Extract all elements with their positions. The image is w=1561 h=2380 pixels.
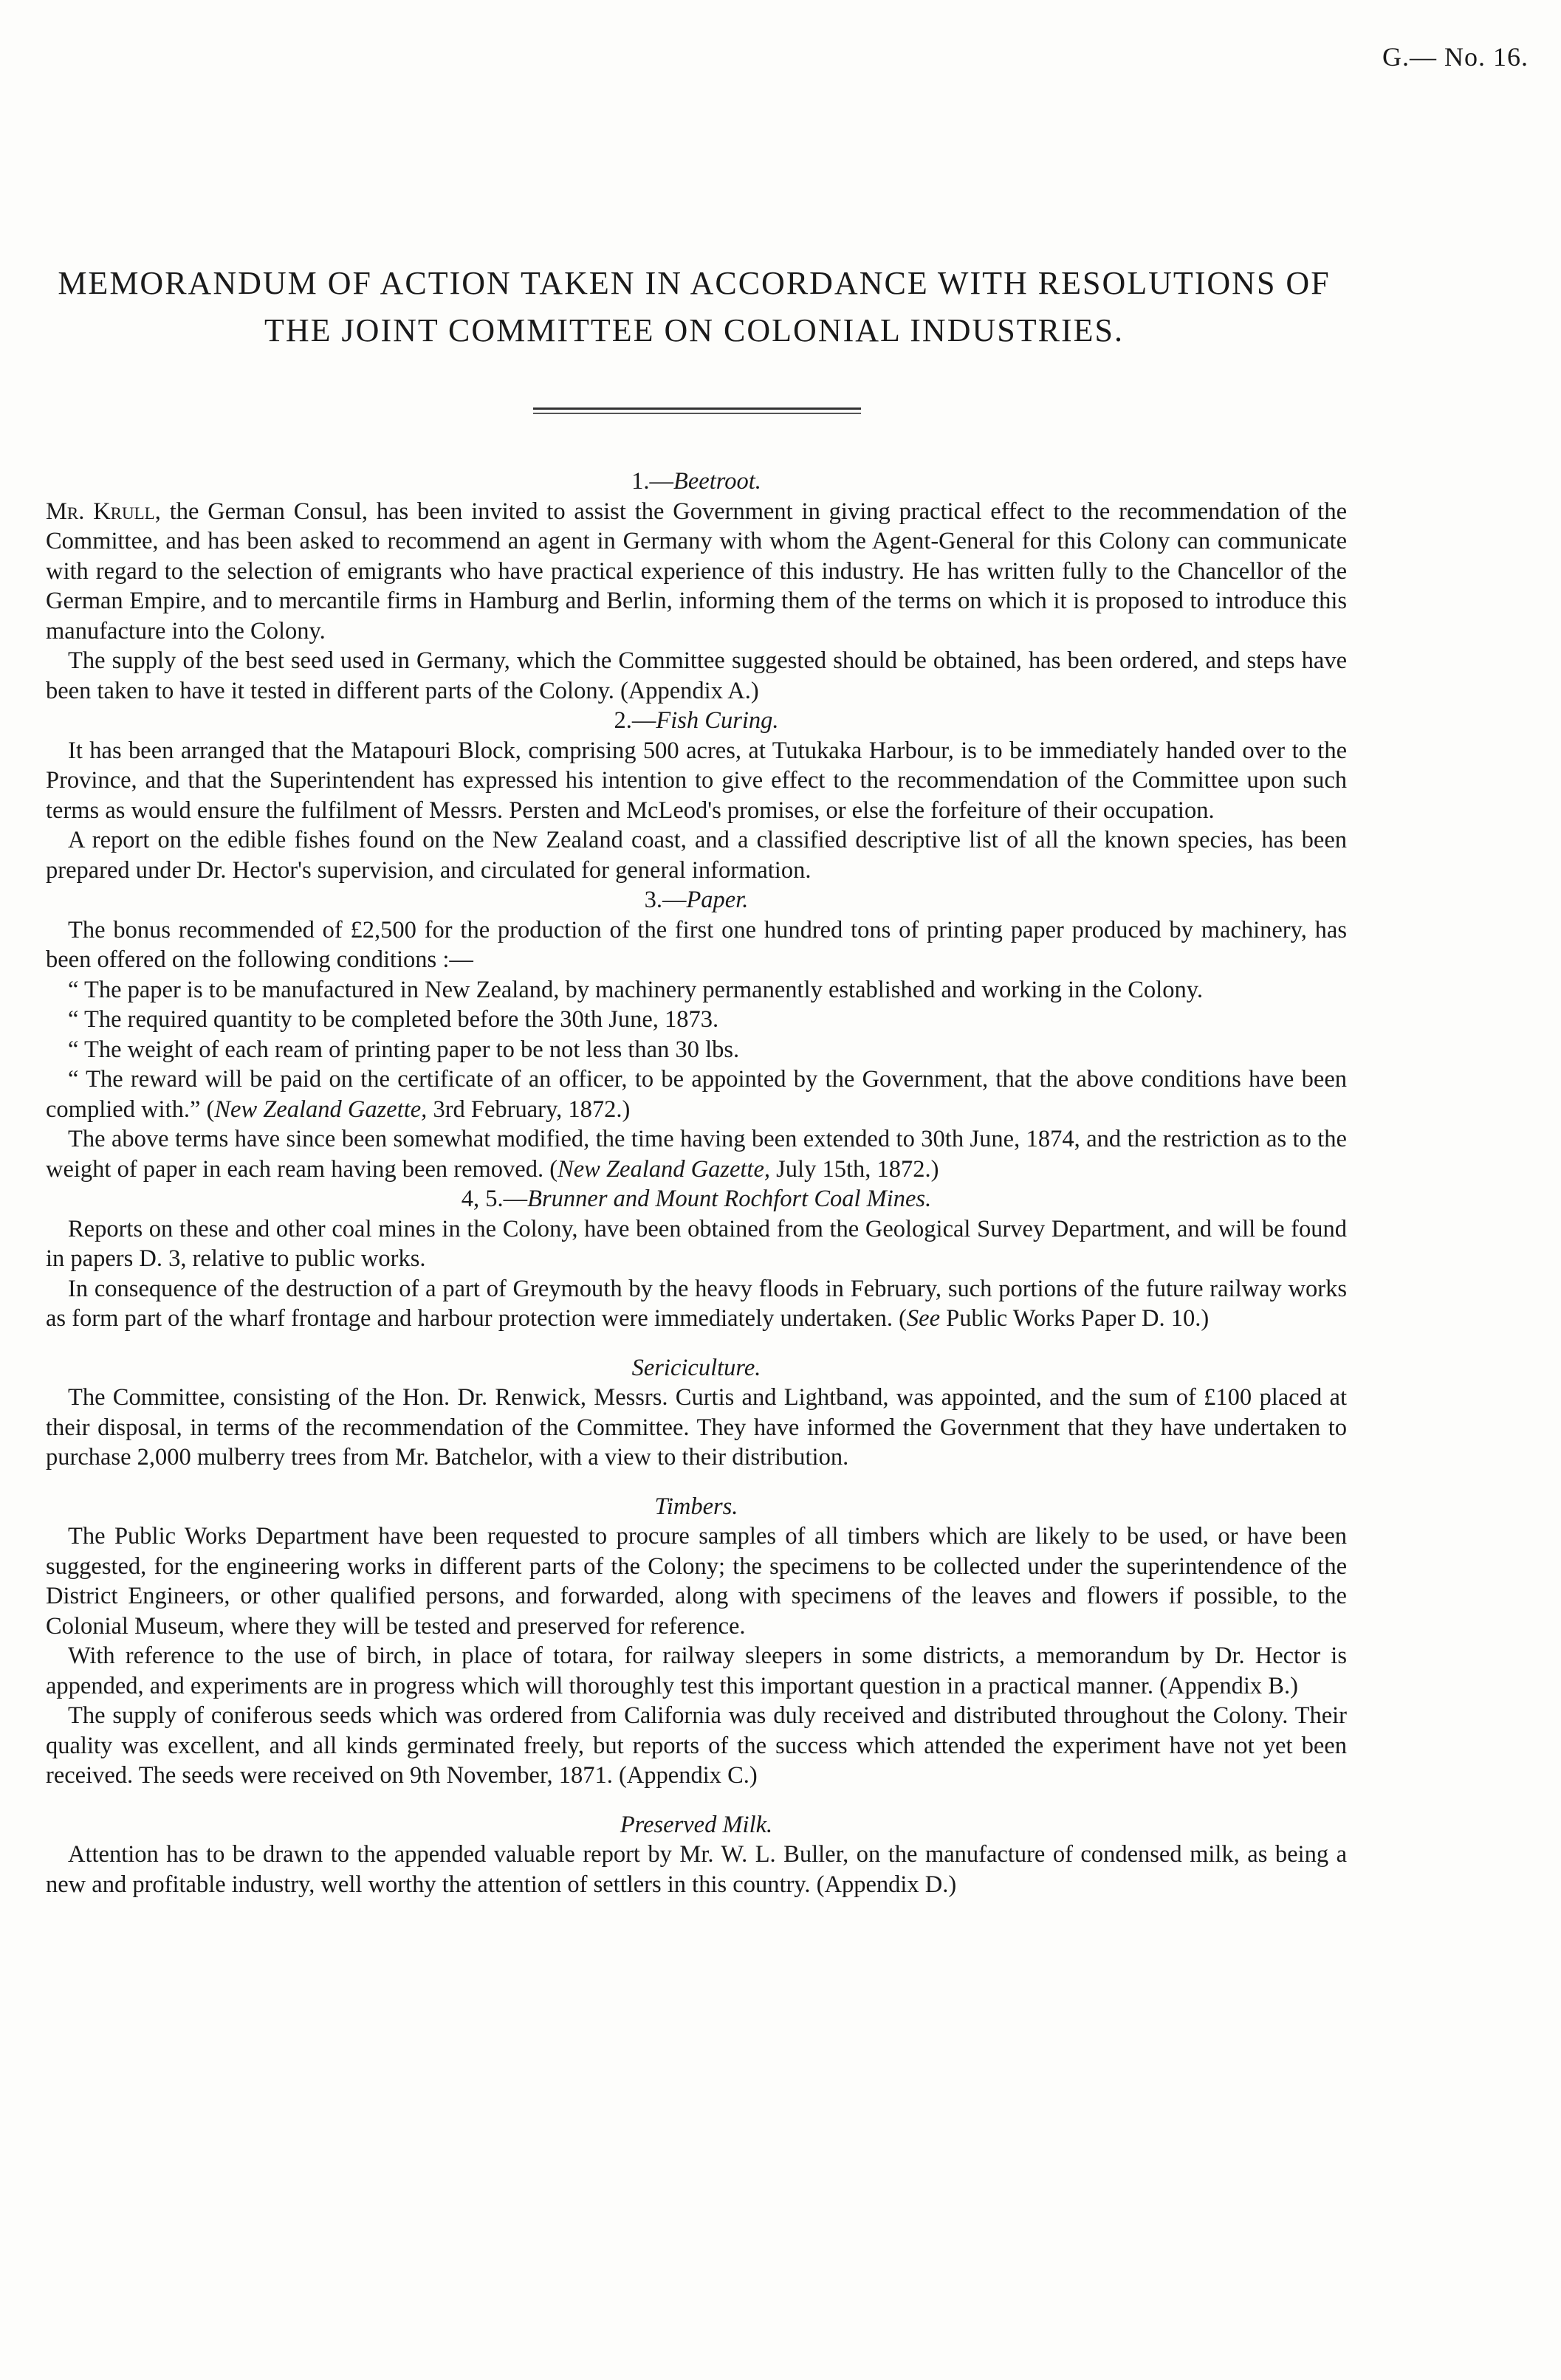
- section-heading-beetroot: [46, 467, 1347, 497]
- section-heading-sericiculture: Sericiculture.: [631, 1354, 761, 1381]
- paragraph: It has been arranged that the Matapouri Block, comprising 500 acres, at Tutukaka Harbour, is to be immediately handed over to the Province, and that the Superintendent has expressed his intention to give effect to the recommendation of the Committee upon such terms as would ensure the fulfilment of Messrs. Persten and McLeod's promises, or else the forfeiture of their occupation.: [46, 737, 1347, 824]
- section-title: Brunner and Mount Rochfort Coal Mines.: [527, 1186, 932, 1212]
- quoted-condition: “ The paper is to be manufactured in New Zealand, by machinery permanently established and working in the Colony.: [68, 976, 1203, 1003]
- document-body: [46, 467, 1347, 1899]
- paragraph: The Public Works Department have been requested to procure samples of all timbers which are likely to be used, or have been suggested, for the engineering works in different parts of the Colony; the specimens to be collected under the superintendence of the District Engineers, or other qualified persons, and forwarded, along with specimens of the leaves and flowers if possible, to the Colonial Museum, where they will be tested and preserved for reference.: [46, 1523, 1347, 1640]
- section-title: Beetroot.: [673, 468, 761, 495]
- paragraph: With reference to the use of birch, in place of totara, for railway sleepers in some districts, a memorandum by Dr. Hector is appended, and experiments are in progress which will thoroughly test this important question in a practical manner. (Appendix B.): [46, 1643, 1347, 1699]
- section-number: 1.—: [631, 468, 674, 495]
- paragraph: Mr. Krull, the German Consul, has been invited to assist the Government in giving practical effect to the recommendation of the Committee, and has been asked to recommend an agent in Germany with whom the Agent-General for this Colony can communicate with regard to the selection of emigrants who have practical experience of this industry. He has written fully to the Chancellor of the German Empire, and to mercantile firms in Hamburg and Berlin, informing them of the terms on which it is proposed to introduce this manufacture into the Colony.: [46, 498, 1347, 644]
- section-title: Paper.: [686, 887, 749, 913]
- quoted-condition: “ The required quantity to be completed before the 30th June, 1873.: [68, 1006, 719, 1033]
- section-heading-fish-curing: [46, 706, 1347, 736]
- quoted-condition: “ The reward will be paid on the certificate of an officer, to be appointed by the Government, that the above conditions have been complied with.” (New Zealand Gazette, 3rd February, 1872.): [46, 1066, 1347, 1123]
- section-heading-paper: [46, 885, 1347, 915]
- section-heading-preserved-milk: Preserved Milk.: [620, 1811, 773, 1838]
- paragraph: Attention has to be drawn to the appended valuable report by Mr. W. L. Buller, on the manufacture of condensed milk, as being a new and profitable industry, well worthy the attention of settlers in this country. (Appendix D.): [46, 1841, 1347, 1898]
- paragraph: The Committee, consisting of the Hon. Dr. Renwick, Messrs. Curtis and Lightband, was appointed, and the sum of £100 placed at their disposal, in terms of the recommendation of the Committee. They have informed the Government that they have undertaken to purchase 2,000 mulberry trees from Mr. Batchelor, with a view to their distribution.: [46, 1384, 1347, 1471]
- paragraph: The supply of coniferous seeds which was ordered from California was duly received and distributed throughout the Colony. Their quality was excellent, and all kinds germinated freely, but reports of the success which attended the experiment have not yet been received. The seeds were received on 9th November, 1871. (Appendix C.): [46, 1702, 1347, 1789]
- document-number: G.— No. 16.: [1382, 42, 1529, 72]
- citation-source: New Zealand Gazette,: [558, 1155, 771, 1183]
- quoted-condition: “ The weight of each ream of printing paper to be not less than 30 lbs.: [68, 1036, 740, 1063]
- section-number: 4, 5.—: [461, 1186, 528, 1212]
- citation-source: New Zealand Gazette,: [214, 1096, 428, 1123]
- paragraph: The bonus recommended of £2,500 for the production of the first one hundred tons of printing paper produced by machinery, has been offered on the following conditions :—: [46, 916, 1347, 973]
- person-name: Mr. Krull: [46, 498, 155, 525]
- paragraph: Reports on these and other coal mines in the Colony, have been obtained from the Geological Survey Department, and will be found in papers D. 3, relative to public works.: [46, 1215, 1347, 1272]
- paragraph: A report on the edible fishes found on the New Zealand coast, and a classified descriptive list of all the known species, has been prepared under Dr. Hector's supervision, and circulated for general information.: [46, 827, 1347, 884]
- section-number: 3.—: [644, 887, 687, 913]
- section-number: 2.—: [614, 707, 656, 734]
- section-heading-coal-mines: [46, 1184, 1347, 1214]
- paragraph: The above terms have since been somewhat modified, the time having been extended to 30th June, 1874, and the restriction as to the weight of paper in each ream having been removed. (New Zealand Gazette, July 15th, 1872.): [46, 1126, 1347, 1183]
- section-title: Fish Curing.: [656, 707, 779, 734]
- section-heading-timbers: Timbers.: [654, 1493, 738, 1520]
- title-divider: [533, 407, 861, 414]
- paragraph: The supply of the best seed used in Germany, which the Committee suggested should be obtained, has been ordered, and steps have been taken to have it tested in different parts of the Colony. (Appendix A.): [46, 647, 1347, 704]
- paragraph: In consequence of the destruction of a part of Greymouth by the heavy floods in February, such portions of the future railway works as form part of the wharf frontage and harbour protection were immediately undertaken. (See Public Works Paper D. 10.): [46, 1275, 1347, 1332]
- page-title: MEMORANDUM OF ACTION TAKEN IN ACCORDANCE WITH RESOLUTIONS OF THE JOINT COMMITTEE ON COLONIAL INDUSTRIES.: [58, 265, 1331, 348]
